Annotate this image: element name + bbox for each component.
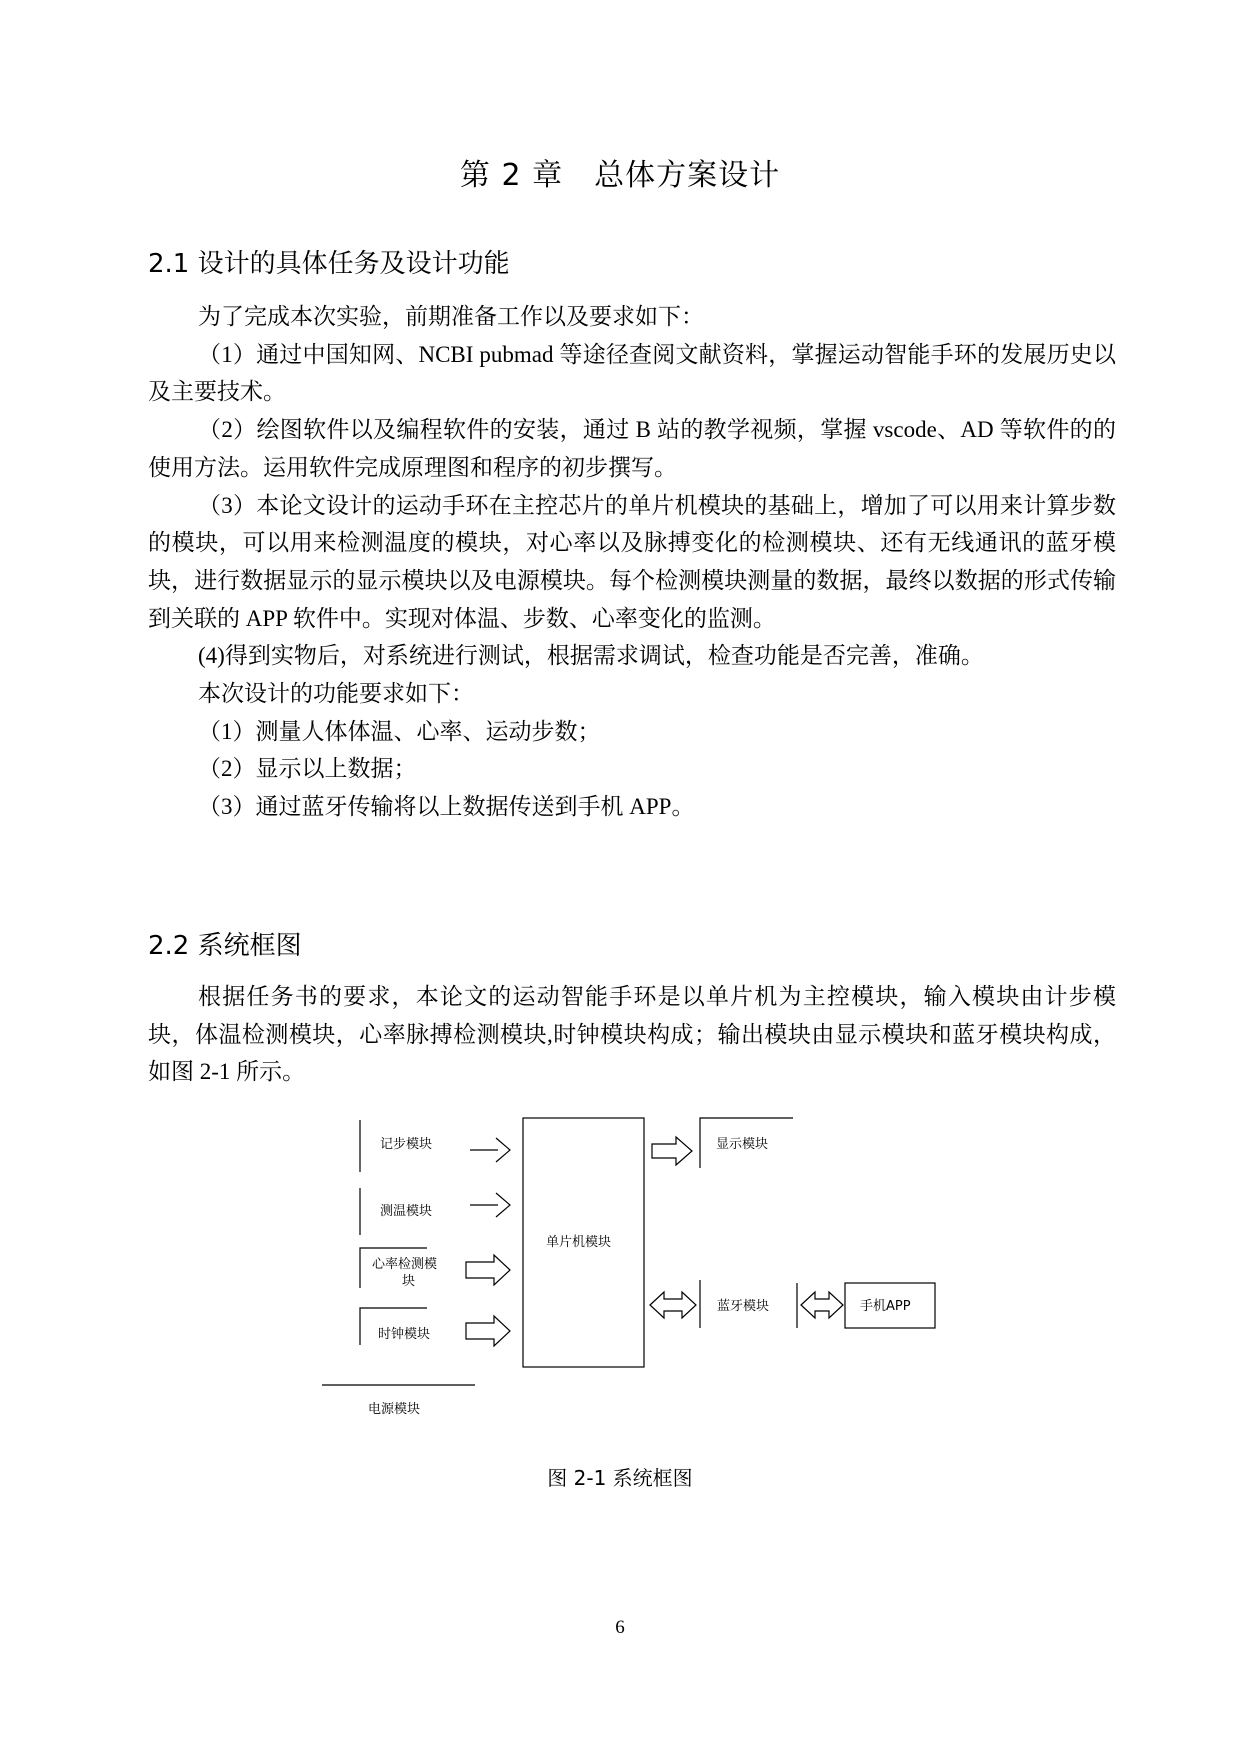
diagram-power-module: 电源模块: [368, 1402, 421, 1417]
diagram-heart-module-line2: 块: [402, 1274, 416, 1289]
diagram-mcu-module: 单片机模块: [546, 1235, 612, 1250]
system-description: 根据任务书的要求，本论文的运动智能手环是以单片机为主控模块，输入模块由计步模块，体温检测模块，心率脉搏检测模块,时钟模块构成；输出模块由显示模块和蓝牙模块构成，如图 2-1 所示。: [148, 984, 1116, 1085]
chapter-title: 第 2 章 总体方案设计: [459, 158, 781, 193]
diagram-heart-module-line1: 心率检测模: [372, 1257, 438, 1272]
prep-item-1: （1）通过中国知网、NCBI pubmad 等途径查阅文献资料，掌握运动智能手环的发展历史以及主要技术。: [148, 341, 1116, 405]
section-heading-2-2: 2.2 系统框图: [148, 931, 302, 961]
prep-item-2: （2）绘图软件以及编程软件的安装，通过 B 站的教学视频，掌握 vscode、AD 等软件的的使用方法。运用软件完成原理图和程序的初步撰写。: [148, 417, 1116, 480]
diagram-clock-module: 时钟模块: [378, 1327, 431, 1342]
page-number: 6: [615, 1617, 625, 1638]
section-2-2-body: [148, 978, 1116, 1091]
section-2-1-body: [148, 298, 1116, 826]
diagram-phone-app: 手机APP: [860, 1299, 911, 1314]
prep-intro: 为了完成本次实验，前期准备工作以及要求如下：: [198, 304, 704, 329]
figure-caption: 图 2-1 系统框图: [547, 1466, 693, 1490]
function-item-2: （2）显示以上数据；: [198, 756, 417, 782]
function-intro: 本次设计的功能要求如下：: [198, 681, 474, 707]
diagram-bluetooth-module: 蓝牙模块: [717, 1299, 770, 1314]
section-heading-2-1: 2.1 设计的具体任务及设计功能: [148, 249, 510, 279]
function-item-3: （3）通过蓝牙传输将以上数据传送到手机 APP。: [198, 794, 695, 820]
prep-item-3: （3）本论文设计的运动手环在主控芯片的单片机模块的基础上，增加了可以用来计算步数的模块，可以用来检测温度的模块，对心率以及脉搏变化的检测模块、还有无线通讯的蓝牙模块，进行数据显示的显示模块以及电源模块。每个检测模块测量的数据，最终以数据的形式传输到关联的 APP 软件中。实现对体温、步数、心率变化的监测。: [148, 492, 1116, 631]
prep-item-4: (4)得到实物后，对系统进行测试，根据需求调试，检查功能是否完善，准确。: [198, 643, 984, 669]
diagram-step-module: 记步模块: [380, 1137, 433, 1152]
function-item-1: （1）测量人体体温、心率、运动步数；: [198, 718, 601, 744]
diagram-temp-module: 测温模块: [380, 1204, 433, 1219]
diagram-display-module: 显示模块: [716, 1137, 769, 1152]
